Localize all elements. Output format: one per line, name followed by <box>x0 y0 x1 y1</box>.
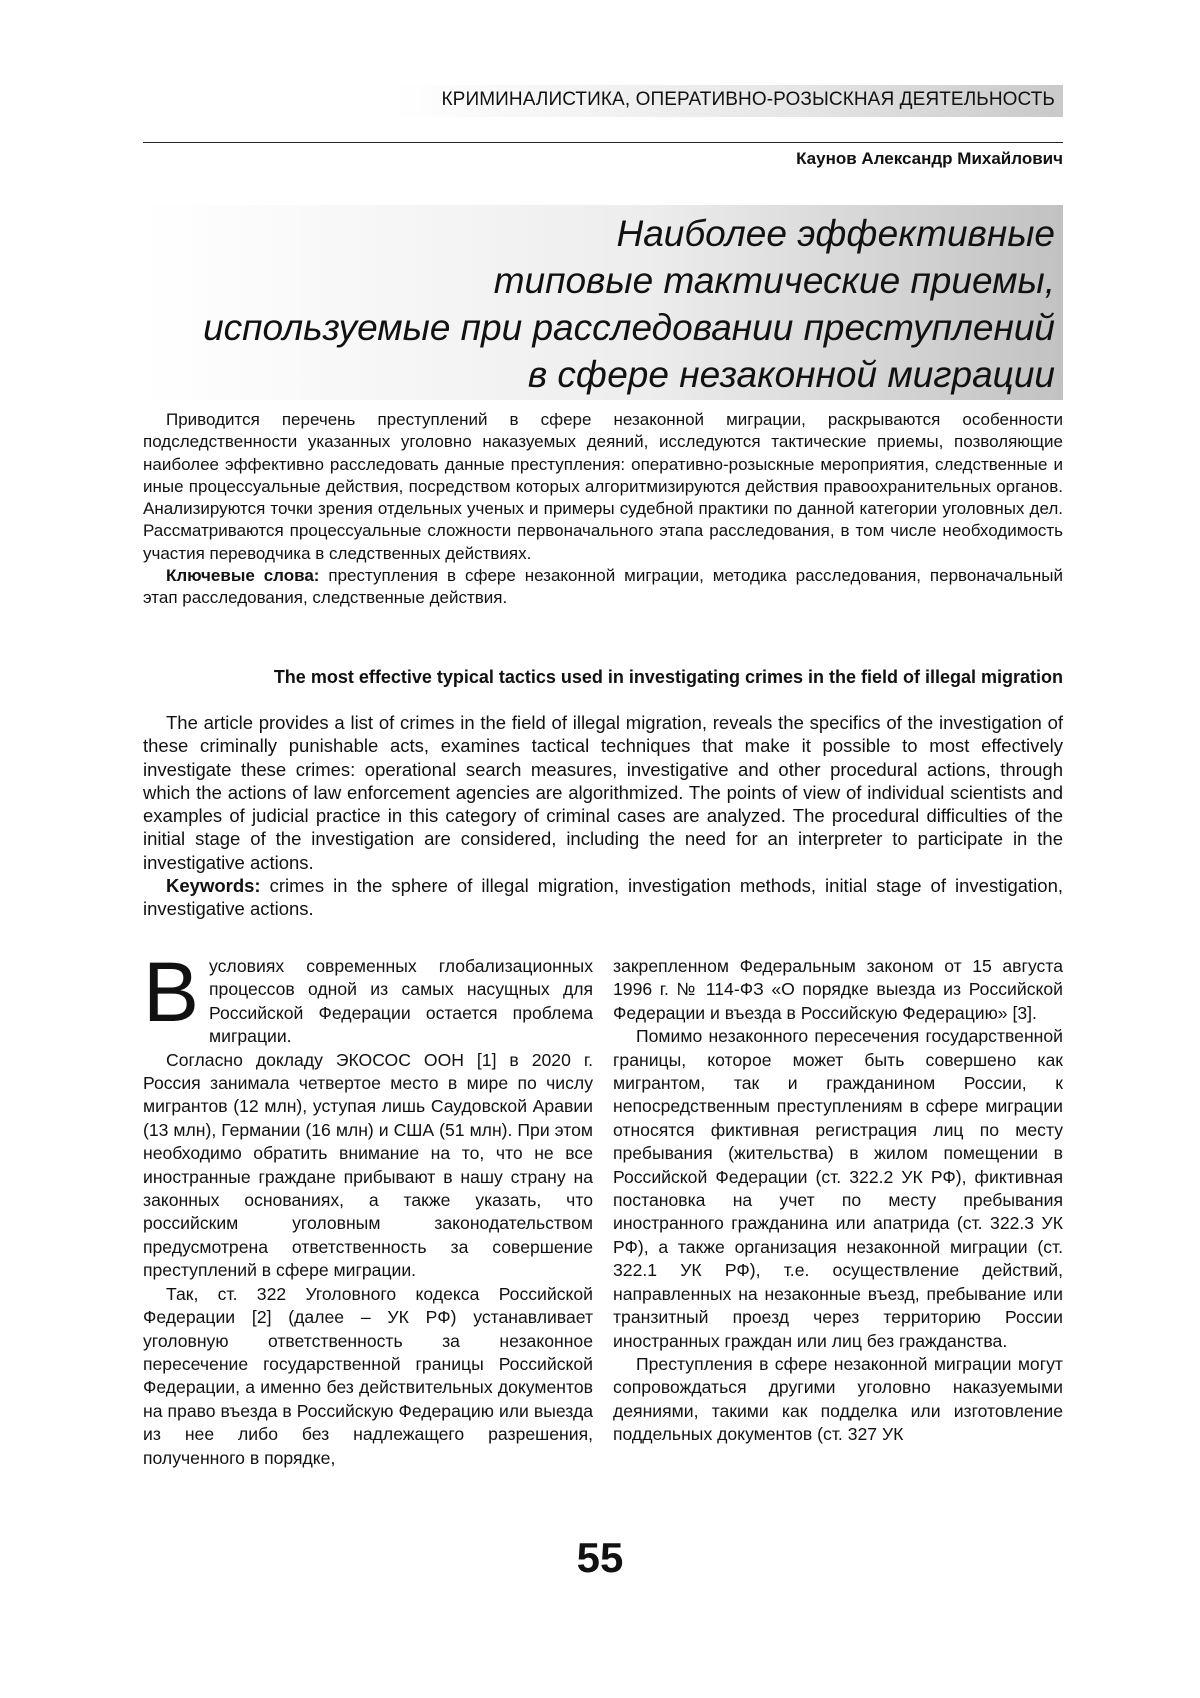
title-line: типовые тактические приемы, <box>493 260 1055 301</box>
body-paragraph: Преступления в сфере незаконной миграции могут сопровождаться другими уголовно наказуемыми деяниями, такими как подделка или изготовление поддельных документов (ст. 327 УК <box>613 1353 1063 1445</box>
keywords-en-text: crimes in the sphere of illegal migration, investigation methods, initial stage of investigation, investigative actions. <box>143 875 1063 920</box>
keywords-ru-label: Ключевые слова: <box>166 566 320 586</box>
keywords-ru <box>143 565 1063 610</box>
author-name: Каунов Александр Михайлович <box>796 149 1063 168</box>
body-columns <box>143 945 1063 1470</box>
body-paragraph: Помимо незаконного пересечения государственной границы, которое может быть совершено как мигрантом, так и гражданином России, к непосредственным преступлениям в сфере миграции относятся фиктивная регистрация лиц по месту пребывания (жительства) в жилом помещении в Российской Федерации (ст. 322.2 УК РФ), фиктивная постановка на учет по месту пребывания иностранного гражданина или апатрида (ст. 322.3 УК РФ), а также организация незаконной миграции (ст. 322.1 УК РФ), т.е. осуществление действий, направленных на незаконные въезд, пребывание или транзитный проезд через территорию России иностранных граждан или лиц без гражданства. <box>613 1026 1063 1351</box>
keywords-en-label: Keywords: <box>166 875 261 897</box>
left-column <box>143 945 593 1470</box>
title-line: в сфере незаконной миграции <box>527 354 1055 395</box>
body-paragraph: Так, ст. 322 Уголовного кодекса Российской Федерации [2] (далее – УК РФ) устанавливает уголовную ответственность за незаконное пересечение государственной границы Российской Федерации, а именно без действительных документов на право въезда в Российскую Федерацию или выезда из нее либо без надлежащего разрешения, полученного в порядке, <box>143 1283 593 1468</box>
body-paragraph-text: условиях современных глобализационных процессов одной из самых насущных для Российской Федерации остается проблема миграции. <box>209 956 593 1047</box>
section-header <box>395 85 1063 117</box>
abstract-ru-text: Приводится перечень преступлений в сфере незаконной миграции, раскрываются особенности подследственности указанных уголовно наказуемых деяний, исследуются тактические приемы, позволяющие наиболее эффективно расследовать данные преступления: оперативно-розыскные мероприятия, следственные и иные процессуальные действия, посредством которых алгоритмизируются действия правоохранительных органов. Анализируются точки зрения отдельных ученых и примеры судебной практики по данной категории уголовных дел. Рассматриваются процессуальные сложности первоначального этапа расследования, в том числе необходимость участия переводчика в следственных действиях. <box>143 410 1063 563</box>
abstract-russian <box>143 409 1063 610</box>
title-line: используемые при расследовании преступлений <box>203 307 1055 348</box>
title-line: Наиболее эффективные <box>616 213 1055 254</box>
keywords-ru-text: преступления в сфере незаконной миграции, методика расследования, первоначальный этап расследования, следственные действия. <box>143 566 1063 608</box>
drop-cap: В <box>143 945 200 1039</box>
section-header-text: КРИМИНАЛИСТИКА, ОПЕРАТИВНО-РОЗЫСКНАЯ ДЕЯТЕЛЬНОСТЬ <box>441 89 1055 110</box>
page-number: 55 <box>576 1534 624 1581</box>
keywords-en <box>143 874 1063 921</box>
abstract-english <box>143 711 1063 921</box>
body-paragraph: Согласно докладу ЭКОСОС ООН [1] в 2020 г. Россия занимала четвертое место в мире по числу мигрантов (12 млн), уступая лишь Саудовской Аравии (13 млн), Германии (16 млн) и США (51 млн). При этом необходимо обратить внимание на то, что не все иностранные граждане прибывают в нашу страну на законных основаниях, а также указать, что российским уголовным законодательством предусмотрена ответственность за совершение преступлений в сфере миграции. <box>143 1049 593 1281</box>
body-paragraph: закрепленном Федеральным законом от 15 августа 1996 г. № 114-ФЗ «О порядке выезда из Российской Федерации и въезда в Российскую Федерацию» [3]. <box>613 956 1063 1023</box>
article-title <box>143 205 1063 400</box>
abstract-en-text: The article provides a list of crimes in the field of illegal migration, reveals the specifics of the investigation of these criminally punishable acts, examines tactical techniques that make it possible to most effectively investigate these crimes: operational search measures, investigative and other procedural actions, through which the actions of law enforcement agencies are algorithmized. The points of view of individual scientists and examples of judicial practice in this category of criminal cases are analyzed. The procedural difficulties of the initial stage of the investigation are considered, including the need for an interpreter to participate in the investigative actions. <box>143 712 1063 873</box>
english-title: The most effective typical tactics used in investigating crimes in the field of illegal migration <box>273 667 1063 687</box>
body-paragraph <box>143 945 593 1049</box>
right-column <box>613 955 1063 1470</box>
header-rule <box>143 142 1063 143</box>
